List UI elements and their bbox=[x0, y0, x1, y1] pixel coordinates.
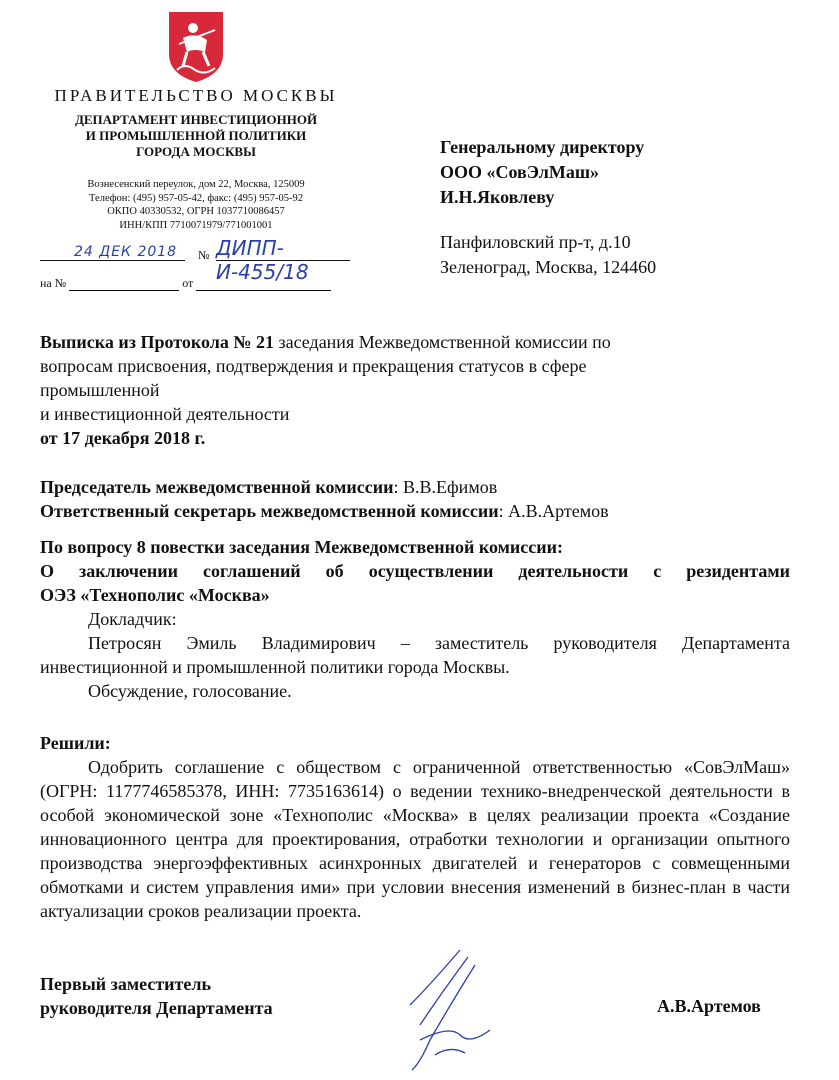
speaker-text: Петросян Эмиль Владимирович – заместитель руководителя Департамента инвестиционной и промышленной политики города Москвы. bbox=[40, 633, 790, 677]
department-line: И ПРОМЫШЛЕННОЙ ПОЛИТИКИ bbox=[85, 128, 307, 143]
question-line: По вопросу 8 повестки заседания Межведомственной комиссии: bbox=[40, 537, 564, 557]
title-text: вопросам присвоения, подтверждения и прекращения статусов в сфере bbox=[40, 356, 587, 376]
commission-members bbox=[40, 475, 790, 523]
reply-reference-line bbox=[40, 276, 350, 291]
address-city: Зеленоград, Москва, 124460 bbox=[440, 257, 657, 277]
recipient-company: ООО «СовЭлМаш» bbox=[440, 162, 600, 182]
chair-label: Председатель межведомственной комиссии bbox=[40, 477, 394, 497]
recipient-address bbox=[440, 230, 656, 280]
title-text: промышленной bbox=[40, 380, 160, 400]
decided-label: Решили: bbox=[40, 733, 111, 753]
department-line: ГОРОДА МОСКВЫ bbox=[136, 144, 256, 159]
secretary-name: : А.В.Артемов bbox=[498, 501, 609, 521]
moscow-coat-of-arms-icon bbox=[165, 8, 227, 84]
protocol-number: Выписка из Протокола № 21 bbox=[40, 332, 274, 352]
decision-text: Одобрить соглашение с обществом с ограниченной ответственностью «СовЭлМаш» (ОГРН: 1177746585378, ИНН: 7735163614) о ведении технико-внедренческой деятельности в особой экономической зоне «Технополис «Москва» в целях реализации проекта «Создание инновационного центра для проектирования, отработки технологии и организации опытного производства энергоэффективных асинхронных двигателей и генераторов с совмещенными обмотками и систем управления ими» при условии внесения изменений в бизнес-план в части актуализации сроков реализации проекта. bbox=[40, 757, 790, 921]
position-line: руководителя Департамента bbox=[40, 998, 273, 1018]
question-line: О заключении соглашений об осуществлении деятельности с резидентами bbox=[40, 561, 790, 581]
on-number-label: на № bbox=[40, 276, 67, 290]
department-name bbox=[46, 112, 346, 160]
number-label: № bbox=[198, 248, 210, 262]
title-text: заседания Межведомственной комиссии по bbox=[273, 332, 611, 352]
document-title bbox=[40, 330, 790, 450]
address-street: Панфиловский пр-т, д.10 bbox=[440, 232, 631, 252]
signatory-position bbox=[40, 972, 273, 1020]
secretary-label: Ответственный секретарь межведомственной комиссии bbox=[40, 501, 499, 521]
registration-number: ДИПП-И-455/18 bbox=[216, 236, 309, 284]
speaker-block bbox=[40, 607, 790, 703]
handwritten-signature bbox=[390, 945, 510, 1075]
department-contacts bbox=[46, 178, 346, 232]
contact-phone: Телефон: (495) 957-05-42, факс: (495) 957-05-92 bbox=[89, 192, 303, 204]
contact-address: Вознесенский переулок, дом 22, Москва, 125009 bbox=[87, 179, 305, 190]
department-line: ДЕПАРТАМЕНТ ИНВЕСТИЦИОННОЙ bbox=[74, 112, 318, 127]
recipient-name: И.Н.Яковлеву bbox=[440, 187, 555, 207]
recipient-position: Генеральному директору bbox=[440, 137, 645, 157]
recipient-block bbox=[440, 135, 644, 210]
contact-inn: ИНН/КПП 7710071979/771001001 bbox=[119, 219, 273, 231]
speaker-label: Докладчик: bbox=[88, 609, 177, 629]
date-stamp: 24 ДЕК 2018 bbox=[74, 244, 178, 260]
question-line: ОЭЗ «Технополис «Москва» bbox=[40, 585, 270, 605]
title-text: и инвестиционной деятельности bbox=[40, 404, 290, 424]
chair-name: : В.В.Ефимов bbox=[393, 477, 498, 497]
protocol-date: от 17 декабря 2018 г. bbox=[40, 428, 206, 448]
discussion-text: Обсуждение, голосование. bbox=[88, 681, 292, 701]
agenda-question bbox=[40, 535, 790, 607]
government-title: ПРАВИТЕЛЬСТВО МОСКВЫ bbox=[54, 86, 338, 105]
decision-block bbox=[40, 731, 790, 923]
from-label: от bbox=[182, 276, 194, 290]
signatory-name: А.В.Артемов bbox=[657, 996, 761, 1016]
contact-okpo: ОКПО 40330532, ОГРН 1037710086457 bbox=[107, 206, 285, 217]
position-line: Первый заместитель bbox=[40, 974, 211, 994]
